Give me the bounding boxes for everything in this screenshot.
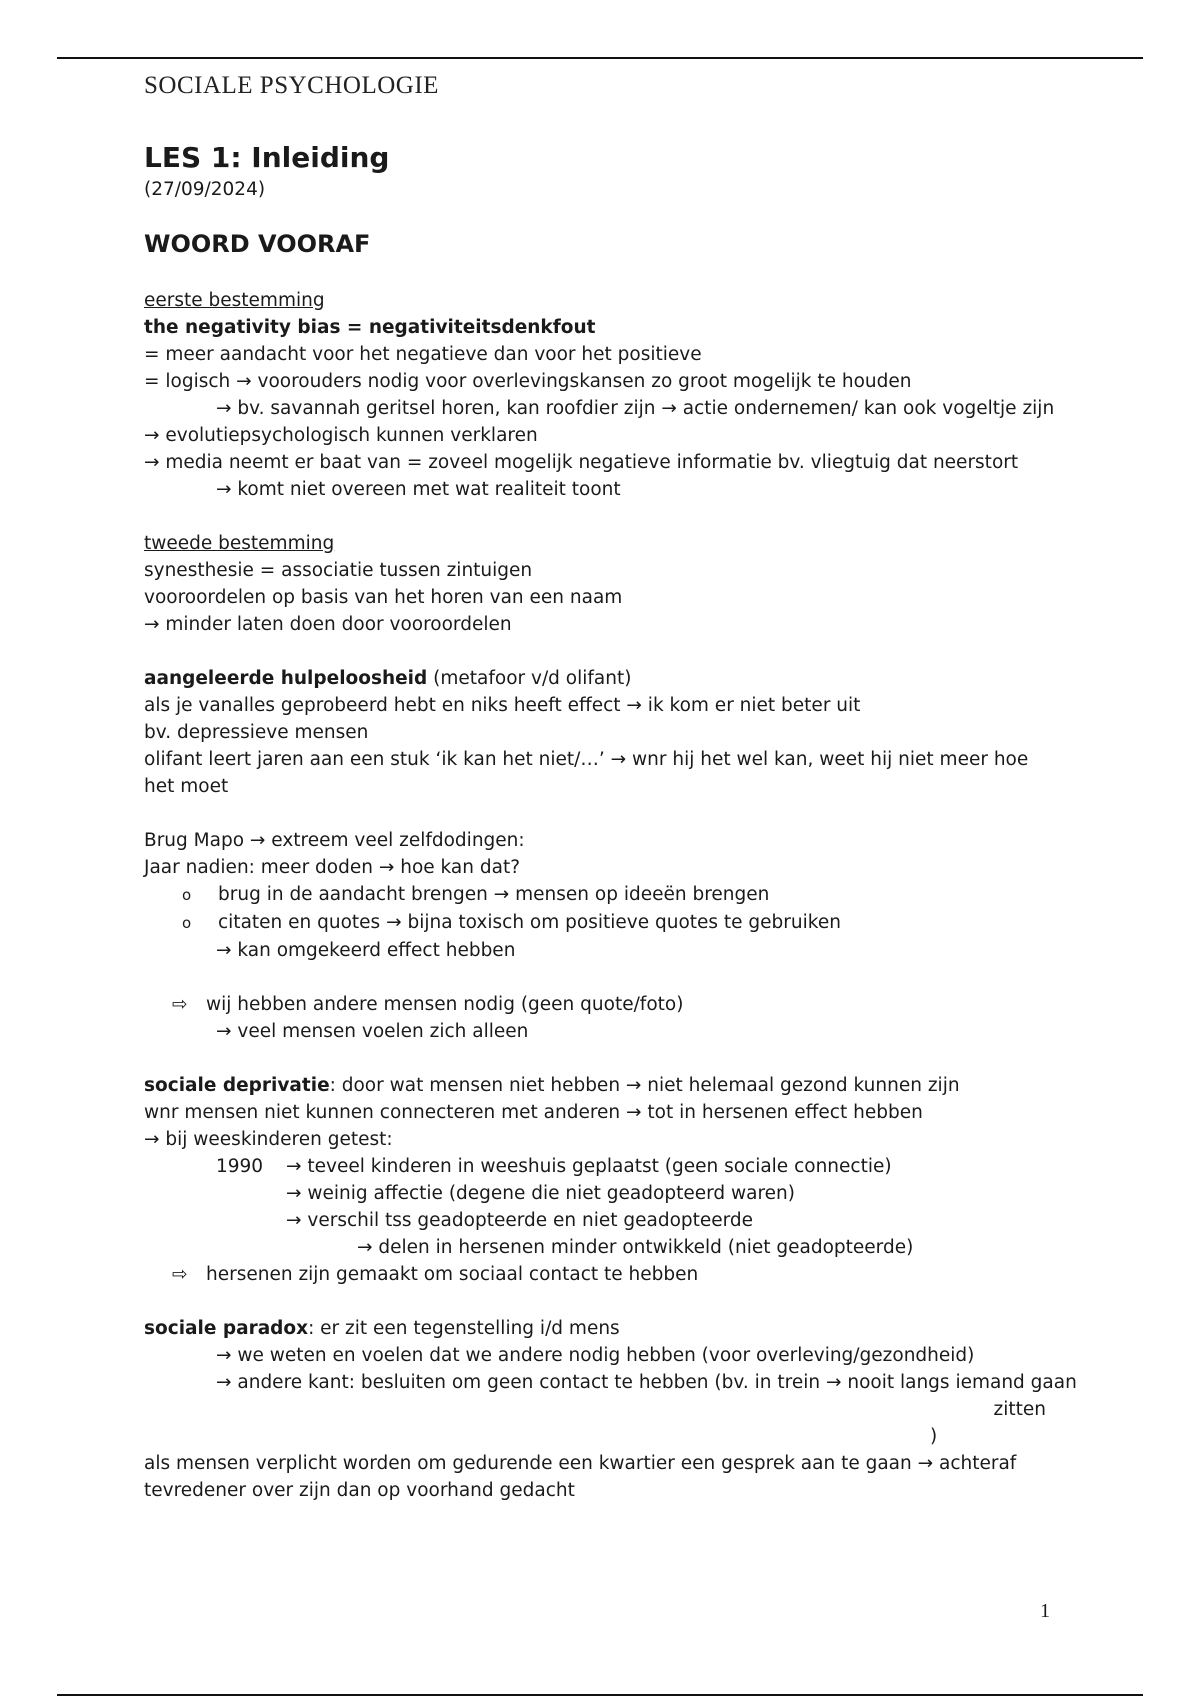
top-rule [57,57,1143,59]
text-line: vooroordelen op basis van het horen van een naam [144,587,623,608]
text-line: zitten [993,1399,1046,1420]
text-line: → veel mensen voelen zich alleen [216,1021,529,1042]
arrow-icon: ⇨ [172,994,188,1015]
text-line: = meer aandacht voor het negatieve dan voor het positieve [144,344,702,365]
lecture-date: (27/09/2024) [144,179,266,200]
term-aangeleerde-hulpeloosheid: aangeleerde hulpeloosheid [144,668,428,689]
list-item-text: brug in de aandacht brengen → mensen op ideeën brengen [218,884,770,905]
bullet-marker: o [182,886,192,904]
text-line: Jaar nadien: meer doden → hoe kan dat? [144,857,521,878]
list-item [144,881,1064,909]
year-line [144,1153,1064,1180]
text-line: bv. depressieve mensen [144,722,369,743]
text-line: → verschil tss geadopteerde en niet geadopteerde [286,1210,754,1231]
list-item [144,909,1064,937]
text-line: als mensen verplicht worden om gedurende een kwartier een gesprek aan te gaan → achteraf tevredener over zijn dan op voorhand gedacht [144,1453,1017,1501]
text-line: = logisch → voorouders nodig voor overlevingskansen zo groot mogelijk te houden [144,371,912,392]
text-span: (metafoor v/d olifant) [427,668,632,689]
text-span: : er zit een tegenstelling i/d mens [308,1318,620,1339]
text-span: → teveel kinderen in weeshuis geplaatst (geen sociale connectie) [286,1156,892,1177]
text-line: → minder laten doen door vooroordelen [144,614,512,635]
arrow-icon: ⇨ [172,1264,188,1285]
page-header: SOCIALE PSYCHOLOGIE [144,72,439,99]
text-line: → weinig affectie (degene die niet geadopteerd waren) [286,1183,795,1204]
page-number: 1 [1040,1600,1050,1622]
text-line: ) [930,1426,938,1447]
text-line: wnr mensen niet kunnen connecteren met anderen → tot in hersenen effect hebben [144,1102,923,1123]
conclusion-text: hersenen zijn gemaakt om sociaal contact te hebben [206,1264,699,1285]
year-label: 1990 [216,1156,264,1177]
conclusion-text: wij hebben andere mensen nodig (geen quote/foto) [206,994,684,1015]
text-line: → kan omgekeerd effect hebben [216,940,516,961]
text-line: → media neemt er baat van = zoveel mogelijk negatieve informatie bv. vliegtuig dat neerstort [144,452,1019,473]
list-item-text: citaten en quotes → bijna toxisch om positieve quotes te gebruiken [218,912,841,933]
text-line: als je vanalles geprobeerd hebt en niks heeft effect → ik kom er niet beter uit [144,695,861,716]
text-line: → andere kant: besluiten om geen contact te hebben (bv. in trein → nooit langs iemand gaan [216,1372,1077,1393]
term-sociale-paradox: sociale paradox [144,1318,309,1339]
bullet-marker: o [182,914,192,932]
conclusion-line [144,991,1064,1018]
term-sociale-deprivatie: sociale deprivatie [144,1075,330,1096]
subheading-eerste: eerste bestemming [144,290,325,311]
subheading-tweede: tweede bestemming [144,533,335,554]
term-negativity-bias: the negativity bias = negativiteitsdenkfout [144,317,596,338]
section-heading: WOORD VOORAF [144,230,371,258]
conclusion-line [144,1261,1064,1288]
text-line: → komt niet overeen met wat realiteit toont [216,479,621,500]
text-span: : door wat mensen niet hebben → niet helemaal gezond kunnen zijn [329,1075,960,1096]
document-body [144,140,1077,1504]
text-line: → evolutiepsychologisch kunnen verklaren [144,425,538,446]
text-line: Brug Mapo → extreem veel zelfdodingen: [144,830,525,851]
bottom-rule [57,1694,1143,1696]
text-line: olifant leert jaren aan een stuk ‘ik kan het niet/…’ → wnr hij het wel kan, weet hij niet meer hoe het moet [144,749,1029,797]
text-line: → bv. savannah geritsel horen, kan roofdier zijn → actie ondernemen/ kan ook vogeltje zijn [216,398,1055,419]
text-line: → we weten en voelen dat we andere nodig hebben (voor overleving/gezondheid) [216,1345,975,1366]
text-line: synesthesie = associatie tussen zintuigen [144,560,533,581]
text-line: → bij weeskinderen getest: [144,1129,393,1150]
text-line: → delen in hersenen minder ontwikkeld (niet geadopteerde) [357,1237,914,1258]
page-title: LES 1: Inleiding [144,141,390,174]
